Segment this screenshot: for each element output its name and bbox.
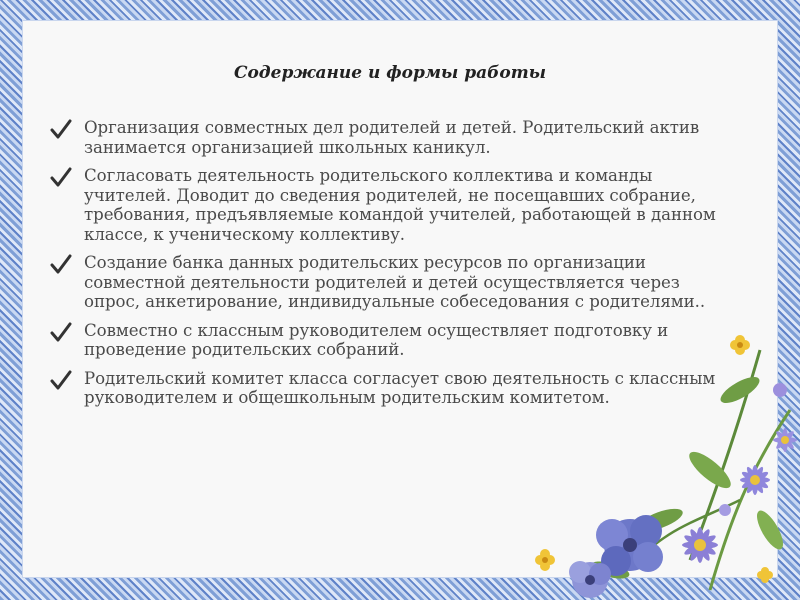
list-item-text: Совместно с классным руководителем осуществляет подготовку и проведение родительских собраний. bbox=[84, 320, 669, 359]
checkmark-icon bbox=[50, 167, 72, 187]
list-item-text: Создание банка данных родительских ресурсов по организации совместной деятельности родителей и детей осуществляется через опрос, анкетирование, индивидуальные собеседования с родителями.. bbox=[84, 253, 706, 311]
checkmark-icon bbox=[50, 119, 72, 139]
list-item-text: Согласовать деятельность родительского коллектива и команды учителей. Доводит до сведения родителей, не посещавших собрание, требования, предъявляемые командой учителей, работающей в данном классе, к ученическому коллективу. bbox=[84, 166, 716, 244]
list-item-text: Организация совместных дел родителей и детей. Родительский актив занимается организацией школьных каникул. bbox=[84, 118, 700, 157]
list-item bbox=[46, 253, 726, 312]
list-item-text: Родительский комитет класса согласует свою деятельность с классным руководителем и общешкольным родительским комитетом. bbox=[84, 368, 716, 407]
list-item bbox=[46, 118, 726, 157]
checkmark-icon bbox=[50, 370, 72, 390]
slide-title: Содержание и формы работы bbox=[233, 63, 547, 83]
list-item bbox=[46, 166, 726, 244]
flower-bouquet-icon bbox=[510, 330, 800, 600]
checkmark-icon bbox=[50, 322, 72, 342]
checkmark-icon bbox=[50, 254, 72, 274]
